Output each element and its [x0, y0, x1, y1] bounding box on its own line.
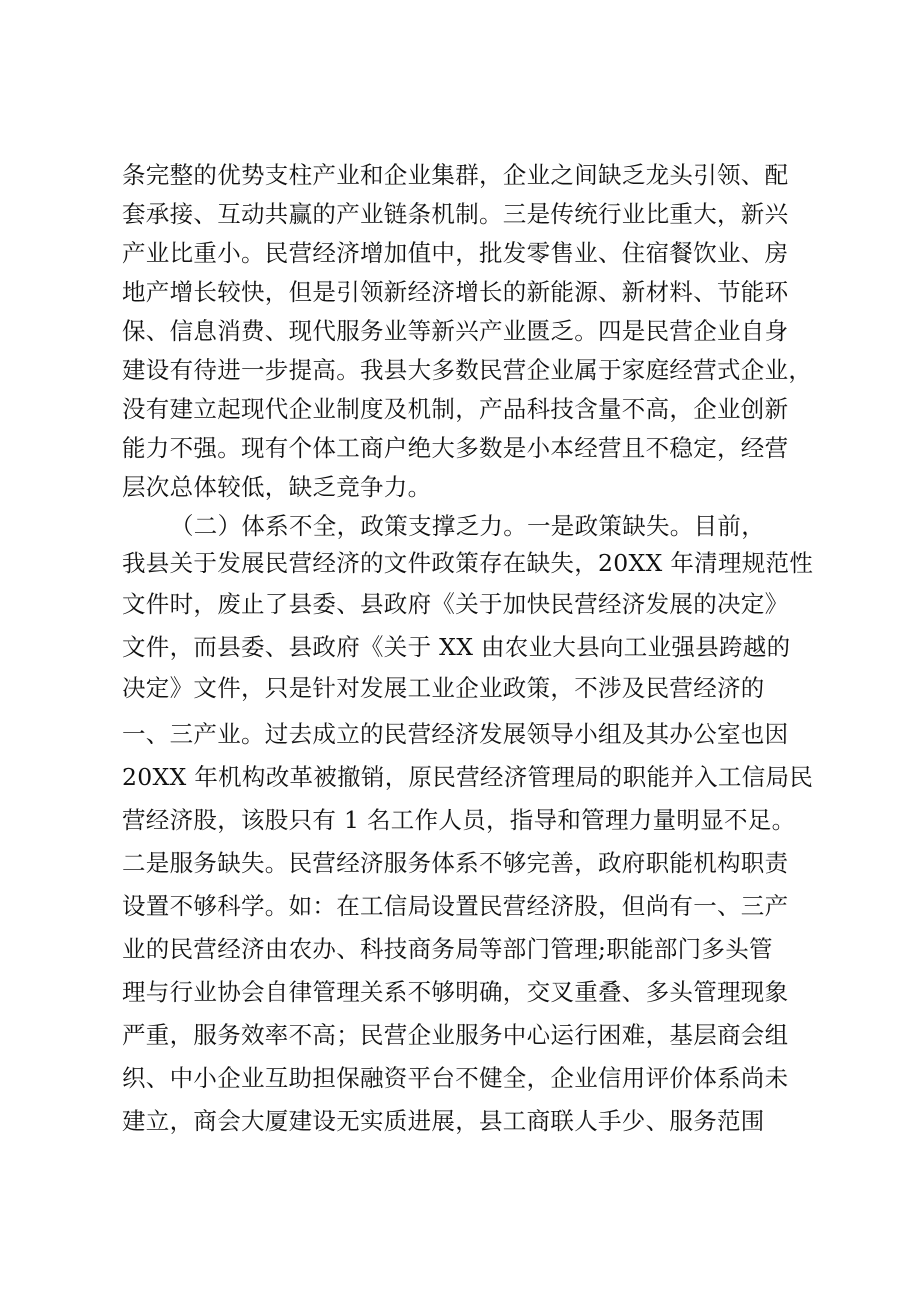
body-text-line: 套承接、互动共赢的产业链条机制。三是传统行业比重大，新兴 — [122, 200, 789, 228]
body-text-line: 产业比重小。民营经济增加值中，批发零售业、住宿餐饮业、房 — [122, 239, 789, 267]
body-text-line: 层次总体较低，缺乏竞争力。 — [122, 473, 432, 501]
body-text-line: 一、三产业。过去成立的民营经济发展领导小组及其办公室也因 — [122, 720, 789, 748]
body-text-line: 保、信息消费、现代服务业等新兴产业匮乏。四是民营企业自身 — [122, 317, 789, 345]
body-text-line: 设置不够科学。如：在工信局设置民营经济股，但尚有一、三产 — [122, 892, 789, 920]
body-text-line: 20XX 年机构改革被撤销，原民营经济管理局的职能并入工信局民 — [122, 763, 814, 791]
body-text-line: 二是服务缺失。民营经济服务体系不够完善，政府职能机构职责 — [122, 849, 789, 877]
body-text-line: 理与行业协会自律管理关系不够明确，交叉重叠、多头管理现象 — [122, 978, 789, 1006]
body-text-line: 地产增长较快，但是引领新经济增长的新能源、新材料、节能环 — [122, 278, 789, 306]
body-text-line: 我县关于发展民营经济的文件政策存在缺失，20XX 年清理规范性 — [122, 549, 814, 577]
body-text-line: 文件，而县委、县政府《关于 XX 由农业大县向工业强县跨越的 — [122, 633, 791, 661]
body-text-line: 条完整的优势支柱产业和企业集群，企业之间缺乏龙头引领、配 — [122, 161, 789, 189]
body-text-line: 能力不强。现有个体工商户绝大多数是小本经营且不稳定，经营 — [122, 434, 789, 462]
body-text-line: 决定》文件，只是针对发展工业企业政策，不涉及民营经济的 — [122, 674, 765, 702]
body-text-line: 建立，商会大厦建设无实质进展，县工商联人手少、服务范围 — [122, 1107, 765, 1135]
body-text-line: 业的民营经济由农办、科技商务局等部门管理;职能部门多头管 — [122, 935, 773, 963]
body-text-line: 营经济股，该股只有 1 名工作人员，指导和管理力量明显不足。 — [122, 806, 796, 834]
body-text-line: 没有建立起现代企业制度及机制，产品科技含量不高，企业创新 — [122, 395, 789, 423]
section-heading-line: （二）体系不全，政策支撑乏力。一是政策缺失。目前， — [170, 512, 765, 540]
body-text-line: 文件时，废止了县委、县政府《关于加快民营经济发展的决定》 — [122, 590, 789, 618]
body-text-line: 织、中小企业互助担保融资平台不健全，企业信用评价体系尚未 — [122, 1064, 789, 1092]
body-text-line: 严重，服务效率不高；民营企业服务中心运行困难，基层商会组 — [122, 1021, 789, 1049]
body-text-line: 建设有待进一步提高。我县大多数民营企业属于家庭经营式企业， — [122, 356, 813, 384]
